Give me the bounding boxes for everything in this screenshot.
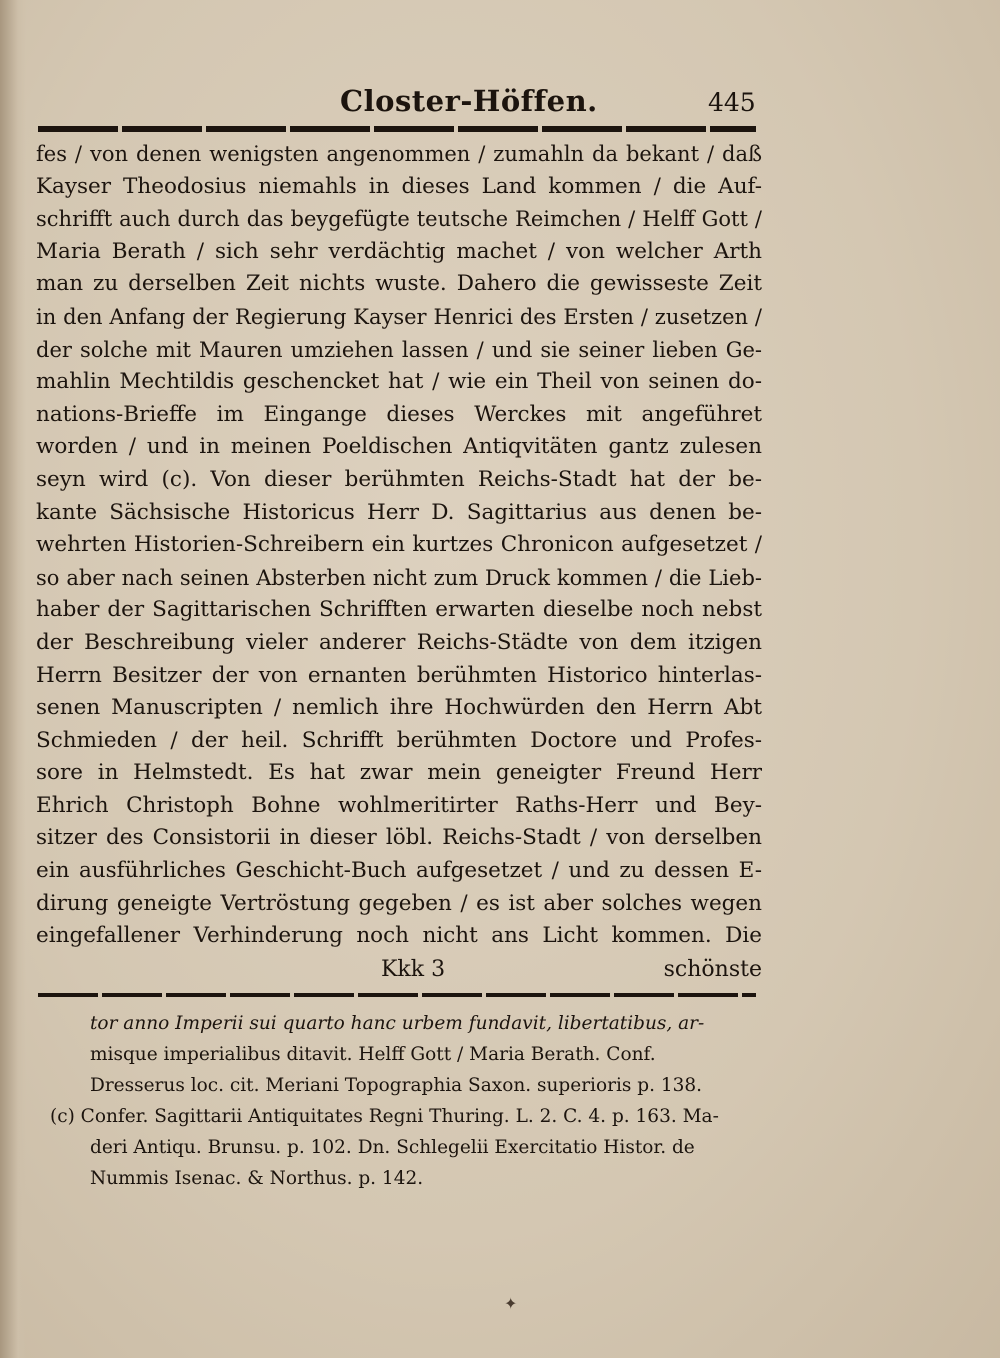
text-line: kante Sächsische Historicus Herr D. Sagittarius aus denen be- <box>36 499 762 525</box>
text-line: so aber nach seinen Absterben nicht zum Druck kommen / die Lieb- <box>36 565 762 590</box>
page-edge-shadow <box>0 0 26 1358</box>
text-line: in den Anfang der Regierung Kayser Henrici des Ersten / zusetzen / <box>36 304 762 329</box>
text-line: Maria Berath / sich sehr verdächtig machet / von welcher Arth <box>36 238 762 264</box>
text-line: mahlin Mechtildis geschencket hat / wie ein Theil von seinen do- <box>36 369 762 395</box>
text-line: seyn wird (c). Von dieser berühmten Reichs-Stadt hat der be- <box>36 466 762 492</box>
text-line: sore in Helmstedt. Es hat zwar mein geneigter Freund Herr <box>36 760 762 786</box>
text-line: dirung geneigte Vertröstung gegeben / es ist aber solches wegen <box>36 890 762 916</box>
text-line: senen Manuscripten / nemlich ihre Hochwürden den Herrn Abt <box>36 695 762 721</box>
text-line: schrifft auch durch das beygefügte teutsche Reimchen / Helff Gott / <box>36 207 762 232</box>
text-line: wehrten Historien-Schreibern ein kurtzes Chronicon aufgesetzet / <box>36 532 762 558</box>
page-number: 445 <box>708 88 756 117</box>
text-line: Herrn Besitzer der von ernanten berühmten Historico hinterlas- <box>36 662 762 688</box>
text-line: der solche mit Mauren umziehen lassen / und sie seiner lieben Ge- <box>36 337 762 362</box>
text-line: worden / und in meinen Poeldischen Antiqvitäten gantz zulesen <box>36 434 762 460</box>
footnote-rule <box>38 993 756 997</box>
footnote-line: tor anno Imperii sui quarto hanc urbem fundavit, libertatibus, ar- <box>90 1013 705 1034</box>
text-line: ein ausführliches Geschicht-Buch aufgesetzet / und zu dessen E- <box>36 858 762 884</box>
text-line: eingefallener Verhinderung noch nicht ans Licht kommen. Die <box>36 923 762 949</box>
catchline <box>36 955 762 989</box>
footnote-line: Dresserus loc. cit. Meriani Topographia Saxon. superioris p. 138. <box>90 1075 703 1096</box>
text-line: Kayser Theodosius niemahls in dieses Land kommen / die Auf- <box>36 173 762 199</box>
running-head: Closter-Höffen. <box>340 84 598 118</box>
text-line: Ehrich Christoph Bohne wohlmeritirter Raths-Herr und Bey- <box>36 792 762 818</box>
footnote-line: (c) Confer. Sagittarii Antiquitates Regni Thuring. L. 2. C. 4. p. 163. Ma- <box>50 1106 719 1127</box>
text-line: man zu derselben Zeit nichts wuste. Dahero die gewisseste Zeit <box>36 271 762 297</box>
text-line: Schmieden / der heil. Schrifft berühmten Doctore und Profes- <box>36 727 762 753</box>
text-line: der Beschreibung vieler anderer Reichs-Städte von dem itzigen <box>36 629 762 655</box>
signature-mark: Kkk 3 <box>381 957 446 982</box>
text-line: haber der Sagittarischen Schrifften erwarten dieselbe noch nebst <box>36 597 762 623</box>
text-line: fes / von denen wenigsten angenommen / zumahln da bekant / daß <box>36 142 762 166</box>
footnote-line: misque imperialibus ditavit. Helff Gott / Maria Berath. Conf. <box>90 1044 656 1065</box>
footnote-line: deri Antiqu. Brunsu. p. 102. Dn. Schlegelii Exercitatio Histor. de <box>90 1137 695 1158</box>
catchword: schönste <box>663 957 762 982</box>
footnote-line: Nummis Isenac. & Northus. p. 142. <box>90 1168 424 1189</box>
page-header <box>40 84 760 124</box>
text-line: nations-Brieffe im Eingange dieses Werckes mit angeführet <box>36 401 762 427</box>
main-text <box>36 138 762 953</box>
header-rule <box>38 126 756 132</box>
ink-spot-ornament: ✦ <box>504 1294 518 1313</box>
footnotes <box>50 1008 762 1194</box>
text-line: sitzer des Consistorii in dieser löbl. Reichs-Stadt / von derselben <box>36 825 762 851</box>
